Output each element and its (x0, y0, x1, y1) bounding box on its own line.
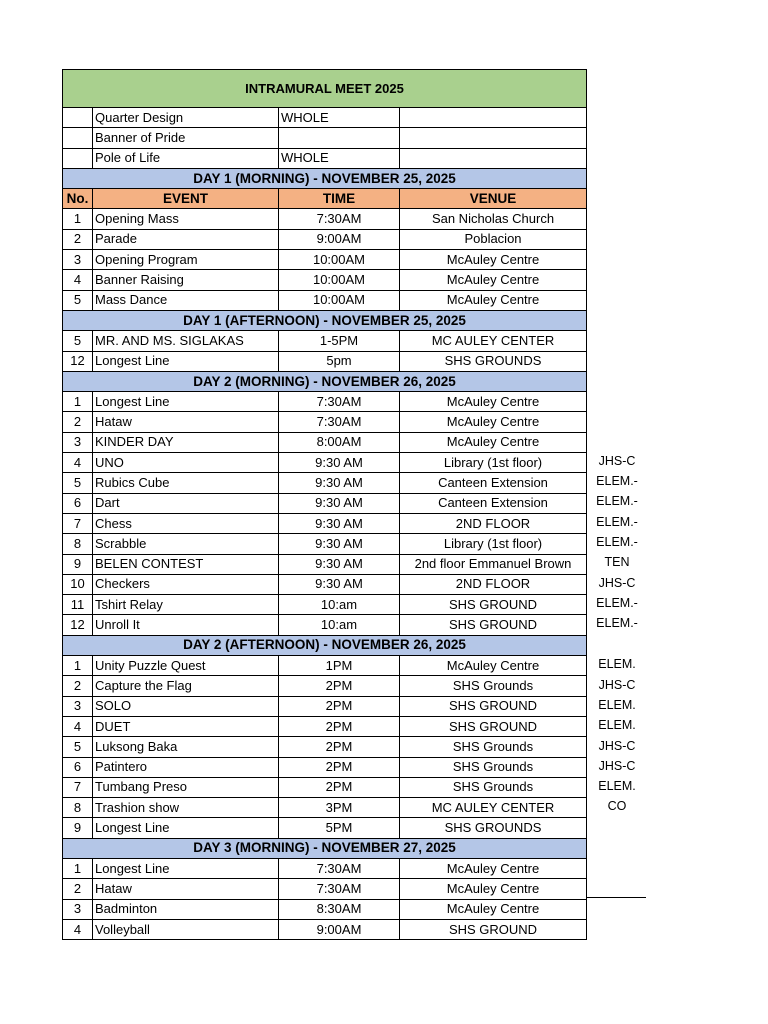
table-row (63, 351, 587, 371)
event-time: 9:00AM (279, 229, 400, 249)
event-venue: San Nicholas Church (400, 209, 587, 229)
row-number: 6 (63, 493, 93, 513)
day-header: DAY 3 (MORNING) - NOVEMBER 27, 2025 (63, 838, 587, 858)
day-header: DAY 2 (MORNING) - NOVEMBER 26, 2025 (63, 371, 587, 391)
table-row (63, 229, 587, 249)
pre-item-name: Pole of Life (93, 148, 279, 168)
event-time: 7:30AM (279, 392, 400, 412)
event-venue: McAuley Centre (400, 250, 587, 270)
table-row (63, 513, 587, 533)
event-name: Rubics Cube (93, 473, 279, 493)
pre-item-time: WHOLE (279, 148, 400, 168)
table-row (63, 250, 587, 270)
day-header: DAY 1 (AFTERNOON) - NOVEMBER 25, 2025 (63, 310, 587, 330)
event-name: Dart (93, 493, 279, 513)
row-number: 9 (63, 818, 93, 838)
event-name: Opening Program (93, 250, 279, 270)
event-venue: 2ND FLOOR (400, 513, 587, 533)
table-row (63, 696, 587, 716)
row-number: 4 (63, 453, 93, 473)
event-name: KINDER DAY (93, 432, 279, 452)
row-number: 1 (63, 209, 93, 229)
event-time: 2PM (279, 757, 400, 777)
event-name: Patintero (93, 757, 279, 777)
row-number: 8 (63, 534, 93, 554)
event-time: 7:30AM (279, 879, 400, 899)
event-time: 9:30 AM (279, 554, 400, 574)
event-name: Tumbang Preso (93, 777, 279, 797)
header-time: TIME (279, 189, 400, 209)
event-time: 9:30 AM (279, 574, 400, 594)
table-row (63, 858, 587, 878)
row-number: 1 (63, 392, 93, 412)
row-number: 12 (63, 615, 93, 635)
event-name: Longest Line (93, 818, 279, 838)
row-number: 9 (63, 554, 93, 574)
event-time: 10:am (279, 615, 400, 635)
table-row (63, 392, 587, 412)
event-name: Luksong Baka (93, 737, 279, 757)
table-row (63, 493, 587, 513)
row-number: 5 (63, 473, 93, 493)
event-venue: SHS GROUNDS (400, 351, 587, 371)
pre-item-name: Quarter Design (93, 108, 279, 128)
day-header: DAY 1 (MORNING) - NOVEMBER 25, 2025 (63, 168, 587, 188)
event-venue: Library (1st floor) (400, 453, 587, 473)
row-number: 12 (63, 351, 93, 371)
event-venue: Poblacion (400, 229, 587, 249)
row-number: 7 (63, 513, 93, 533)
event-time: 2PM (279, 696, 400, 716)
table-row (63, 432, 587, 452)
event-name: Volleyball (93, 919, 279, 939)
event-name: Opening Mass (93, 209, 279, 229)
row-number: 2 (63, 229, 93, 249)
row-number: 2 (63, 879, 93, 899)
event-venue: SHS GROUNDS (400, 818, 587, 838)
schedule-table (62, 69, 587, 940)
side-label: JHS-C (598, 454, 636, 468)
row-number: 3 (63, 696, 93, 716)
event-time: 7:30AM (279, 412, 400, 432)
table-row (63, 757, 587, 777)
cell-border-line (586, 897, 646, 898)
pre-item-venue (400, 148, 587, 168)
event-time: 9:30 AM (279, 534, 400, 554)
event-time: 1PM (279, 656, 400, 676)
event-name: Unroll It (93, 615, 279, 635)
row-number: 4 (63, 270, 93, 290)
table-row (63, 534, 587, 554)
side-label: TEN (604, 555, 630, 569)
event-time: 10:00AM (279, 250, 400, 270)
event-venue: SHS GROUND (400, 615, 587, 635)
side-label: JHS-C (598, 739, 636, 753)
row-number: 10 (63, 574, 93, 594)
event-name: BELEN CONTEST (93, 554, 279, 574)
row-number: 1 (63, 656, 93, 676)
header-event: EVENT (93, 189, 279, 209)
row-number: 3 (63, 432, 93, 452)
event-venue: SHS GROUND (400, 696, 587, 716)
event-venue: McAuley Centre (400, 899, 587, 919)
table-row (63, 879, 587, 899)
event-name: Banner Raising (93, 270, 279, 290)
event-time: 2PM (279, 777, 400, 797)
event-venue: McAuley Centre (400, 432, 587, 452)
side-label: ELEM.- (596, 535, 638, 549)
day-header-row (63, 371, 587, 391)
event-time: 1-5PM (279, 331, 400, 351)
event-time: 9:00AM (279, 919, 400, 939)
table-row (63, 615, 587, 635)
day-header: DAY 2 (AFTERNOON) - NOVEMBER 26, 2025 (63, 635, 587, 655)
table-row (63, 554, 587, 574)
side-label: CO (607, 799, 627, 813)
row-number: 5 (63, 331, 93, 351)
event-venue: SHS GROUND (400, 919, 587, 939)
table-row (63, 737, 587, 757)
table-row (63, 270, 587, 290)
row-number: 7 (63, 777, 93, 797)
side-label: JHS-C (598, 678, 636, 692)
event-venue: McAuley Centre (400, 392, 587, 412)
title-row (63, 70, 587, 108)
side-label: ELEM. (598, 718, 636, 732)
event-time: 9:30 AM (279, 453, 400, 473)
event-time: 10:am (279, 595, 400, 615)
event-venue: McAuley Centre (400, 412, 587, 432)
row-number: 5 (63, 737, 93, 757)
table-row (63, 676, 587, 696)
event-name: Chess (93, 513, 279, 533)
event-name: Longest Line (93, 858, 279, 878)
table-row (63, 412, 587, 432)
event-name: Mass Dance (93, 290, 279, 310)
event-name: Trashion show (93, 798, 279, 818)
event-venue: SHS GROUND (400, 595, 587, 615)
event-name: Longest Line (93, 351, 279, 371)
sheet-title: INTRAMURAL MEET 2025 (63, 70, 587, 108)
row-number: 6 (63, 757, 93, 777)
row-number: 3 (63, 250, 93, 270)
event-time: 2PM (279, 737, 400, 757)
row-number: 5 (63, 290, 93, 310)
table-row (63, 473, 587, 493)
side-label: JHS-C (598, 576, 636, 590)
event-venue: SHS GROUND (400, 716, 587, 736)
side-label: ELEM.- (596, 596, 638, 610)
side-label: ELEM.- (596, 494, 638, 508)
pre-item-time (279, 128, 400, 148)
event-name: Hataw (93, 412, 279, 432)
pre-item-no (63, 128, 93, 148)
event-name: Badminton (93, 899, 279, 919)
event-venue: SHS Grounds (400, 676, 587, 696)
table-row (63, 574, 587, 594)
table-row (63, 331, 587, 351)
pre-item-venue (400, 128, 587, 148)
pre-item-time: WHOLE (279, 108, 400, 128)
side-label: JHS-C (598, 759, 636, 773)
event-name: Scrabble (93, 534, 279, 554)
event-venue: 2ND FLOOR (400, 574, 587, 594)
side-label: ELEM. (598, 657, 636, 671)
event-venue: SHS Grounds (400, 757, 587, 777)
event-name: SOLO (93, 696, 279, 716)
event-time: 9:30 AM (279, 493, 400, 513)
event-time: 9:30 AM (279, 473, 400, 493)
side-label: ELEM.- (596, 515, 638, 529)
event-venue: SHS Grounds (400, 777, 587, 797)
side-label: ELEM.- (596, 474, 638, 488)
event-time: 10:00AM (279, 290, 400, 310)
table-row (63, 899, 587, 919)
pre-item-row (63, 128, 587, 148)
event-time: 7:30AM (279, 209, 400, 229)
event-venue: MC AULEY CENTER (400, 798, 587, 818)
event-name: Hataw (93, 879, 279, 899)
event-time: 2PM (279, 716, 400, 736)
event-name: Longest Line (93, 392, 279, 412)
event-venue: 2nd floor Emmanuel Brown (400, 554, 587, 574)
row-number: 4 (63, 919, 93, 939)
side-label: ELEM.- (596, 616, 638, 630)
pre-item-no (63, 108, 93, 128)
side-label: ELEM. (598, 698, 636, 712)
pre-item-name: Banner of Pride (93, 128, 279, 148)
header-no: No. (63, 189, 93, 209)
event-venue: McAuley Centre (400, 656, 587, 676)
row-number: 8 (63, 798, 93, 818)
event-name: DUET (93, 716, 279, 736)
event-name: UNO (93, 453, 279, 473)
header-venue: VENUE (400, 189, 587, 209)
event-venue: McAuley Centre (400, 270, 587, 290)
event-time: 2PM (279, 676, 400, 696)
event-name: Capture the Flag (93, 676, 279, 696)
row-number: 2 (63, 412, 93, 432)
event-time: 5PM (279, 818, 400, 838)
event-name: Tshirt Relay (93, 595, 279, 615)
pre-item-row (63, 108, 587, 128)
row-number: 3 (63, 899, 93, 919)
event-venue: McAuley Centre (400, 879, 587, 899)
row-number: 2 (63, 676, 93, 696)
event-time: 5pm (279, 351, 400, 371)
table-row (63, 798, 587, 818)
event-time: 8:30AM (279, 899, 400, 919)
event-name: Checkers (93, 574, 279, 594)
event-venue: MC AULEY CENTER (400, 331, 587, 351)
column-header-row (63, 189, 587, 209)
day-header-row (63, 838, 587, 858)
event-venue: McAuley Centre (400, 858, 587, 878)
row-number: 4 (63, 716, 93, 736)
pre-item-venue (400, 108, 587, 128)
table-row (63, 919, 587, 939)
day-header-row (63, 310, 587, 330)
event-name: MR. AND MS. SIGLAKAS (93, 331, 279, 351)
table-row (63, 656, 587, 676)
event-time: 3PM (279, 798, 400, 818)
event-venue: SHS Grounds (400, 737, 587, 757)
event-name: Unity Puzzle Quest (93, 656, 279, 676)
event-time: 10:00AM (279, 270, 400, 290)
event-time: 8:00AM (279, 432, 400, 452)
table-row (63, 777, 587, 797)
event-venue: Canteen Extension (400, 493, 587, 513)
event-name: Parade (93, 229, 279, 249)
table-row (63, 818, 587, 838)
event-venue: Canteen Extension (400, 473, 587, 493)
event-venue: McAuley Centre (400, 290, 587, 310)
table-row (63, 453, 587, 473)
side-label: ELEM. (598, 779, 636, 793)
event-venue: Library (1st floor) (400, 534, 587, 554)
table-row (63, 595, 587, 615)
table-row (63, 716, 587, 736)
pre-item-no (63, 148, 93, 168)
day-header-row (63, 168, 587, 188)
row-number: 1 (63, 858, 93, 878)
event-time: 7:30AM (279, 858, 400, 878)
day-header-row (63, 635, 587, 655)
table-row (63, 209, 587, 229)
pre-item-row (63, 148, 587, 168)
event-time: 9:30 AM (279, 513, 400, 533)
table-row (63, 290, 587, 310)
row-number: 11 (63, 595, 93, 615)
